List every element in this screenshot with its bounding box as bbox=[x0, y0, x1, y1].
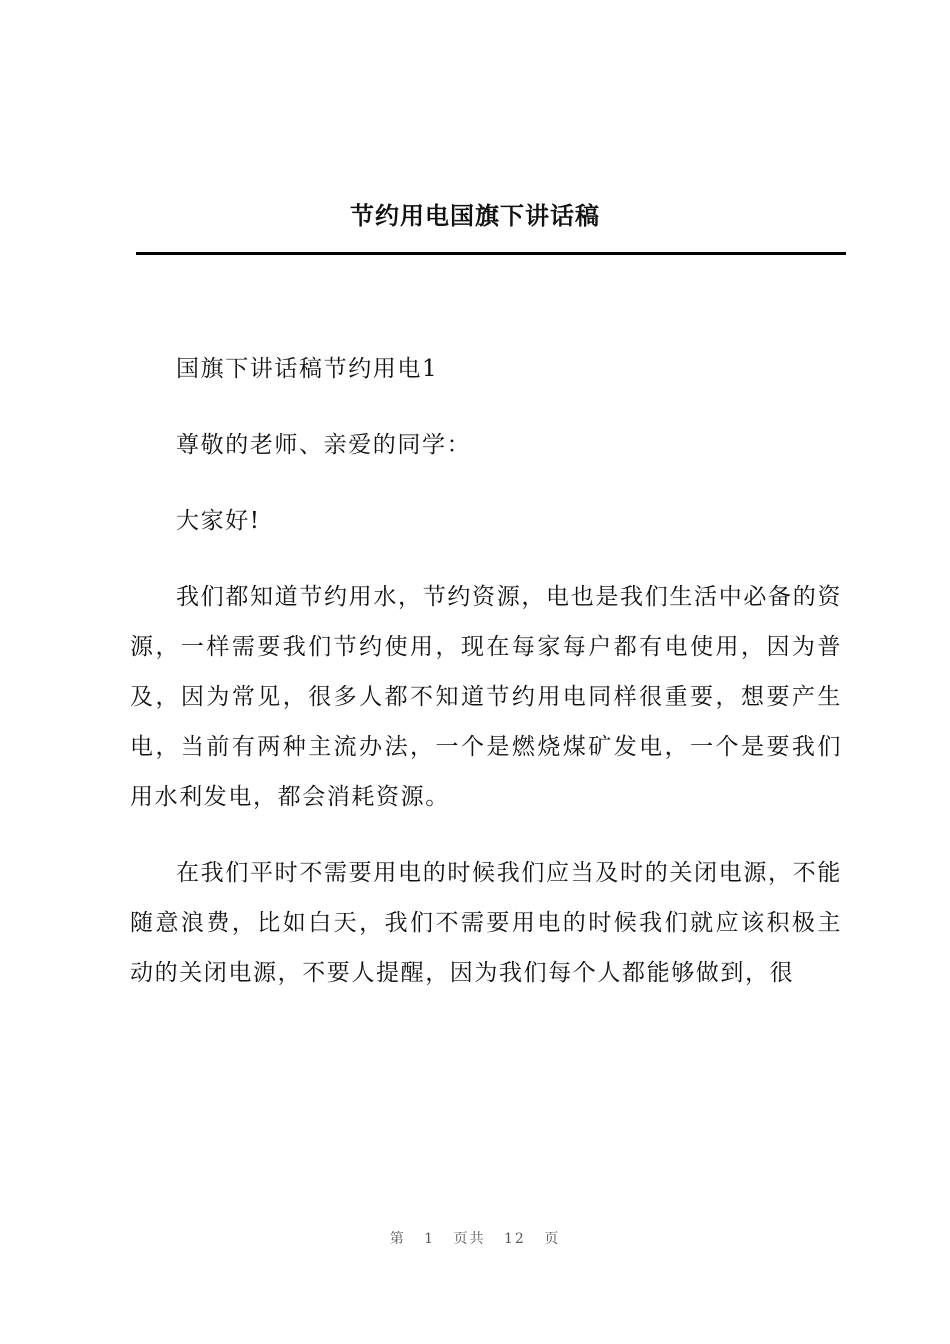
paragraph-heading: 国旗下讲话稿节约用电1 bbox=[176, 356, 439, 382]
title-divider bbox=[136, 252, 846, 255]
paragraph-greeting: 大家好! bbox=[176, 508, 261, 534]
footer-page-number: 1 bbox=[424, 1231, 436, 1247]
paragraph-body-1: 我们都知道节约用水，节约资源，电也是我们生活中必备的资源，一样需要我们节约使用，现在每家每户都有电使用，因为普及，因为常见，很多人都不知道节约用电同样很重要，想要产生电，当前有两种主流办法，一个是燃烧煤矿发电，一个是要我们用水利发电，都会消耗资源。 bbox=[130, 584, 842, 810]
footer-prefix: 第 bbox=[389, 1231, 406, 1247]
document-body bbox=[130, 344, 842, 1024]
footer-page-total: 12 bbox=[504, 1231, 526, 1247]
paragraph-salutation: 尊敬的老师、亲爱的同学： bbox=[176, 432, 472, 458]
footer-suffix: 页 bbox=[544, 1231, 561, 1247]
footer-mid: 页共 bbox=[453, 1231, 486, 1247]
document-title: 节约用电国旗下讲话稿 bbox=[350, 202, 600, 230]
paragraph-body-2: 在我们平时不需要用电的时候我们应当及时的关闭电源，不能随意浪费，比如白天，我们不需要用电的时候我们就应该积极主动的关闭电源，不要人提醒，因为我们每个人都能够做到，很 bbox=[130, 860, 842, 986]
page-footer bbox=[0, 1228, 950, 1248]
